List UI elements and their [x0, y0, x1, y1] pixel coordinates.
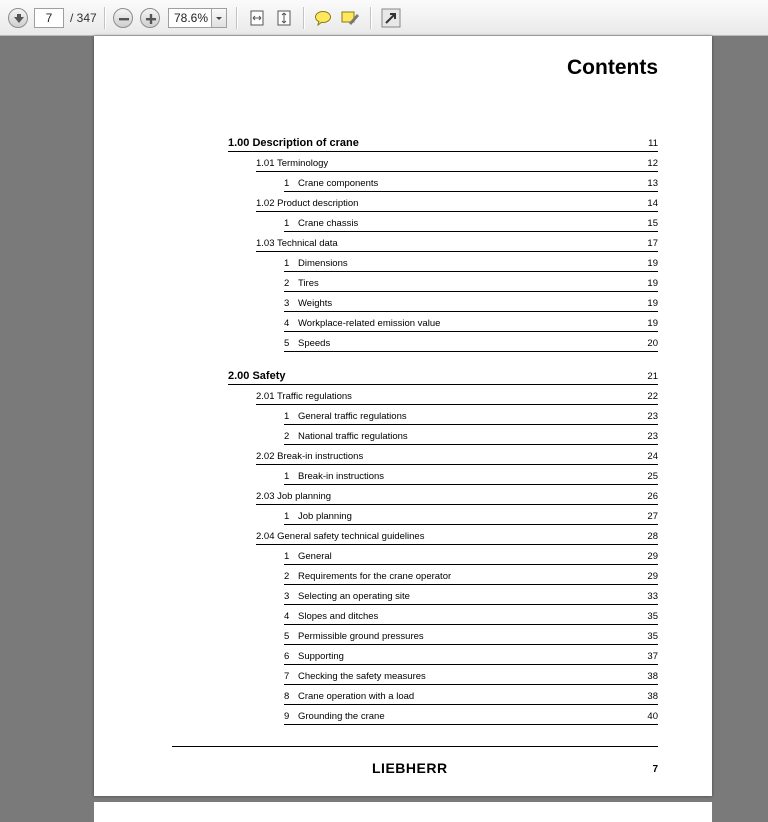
next-document-page [94, 802, 712, 822]
toc-entry-page: 35 [647, 631, 658, 642]
toc-entry-label [284, 711, 385, 722]
toc-entry[interactable] [228, 368, 658, 385]
toc-entry[interactable] [256, 528, 658, 545]
toc-entry-text: 1.00 Description of crane [228, 137, 359, 149]
toc-entry-number: 1 [284, 258, 290, 269]
toc-entry[interactable] [284, 668, 658, 685]
toc-entry-label [284, 411, 407, 422]
toc-entry-label [284, 278, 319, 289]
toc-entry-number: 4 [284, 318, 290, 329]
highlight-icon [340, 8, 360, 28]
toc-entry[interactable] [284, 688, 658, 705]
pdf-toolbar [0, 0, 768, 36]
toc-entry-label [284, 338, 330, 349]
toc-entry-number: 6 [284, 651, 290, 662]
toc-entry-label [284, 571, 451, 582]
toc-entry[interactable] [284, 315, 658, 332]
toc-entry-text: Crane operation with a load [298, 691, 415, 702]
toc-entry-page: 35 [647, 611, 658, 622]
toc-entry-number: 3 [284, 298, 290, 309]
toc-entry-page: 26 [647, 491, 658, 502]
toc-entry[interactable] [284, 648, 658, 665]
toc-entry-page: 28 [647, 531, 658, 542]
toc-entry-number: 1 [284, 471, 290, 482]
toc-entry-page: 13 [647, 178, 658, 189]
toc-entry[interactable] [284, 215, 658, 232]
toc-entry-page: 21 [647, 371, 658, 382]
toc-entry-label [284, 431, 408, 442]
toc-entry[interactable] [256, 155, 658, 172]
toc-entry-number: 9 [284, 711, 290, 722]
page-number: 7 [652, 764, 658, 775]
toc-entry[interactable] [256, 388, 658, 405]
toc-entry-label [284, 611, 378, 622]
toc-entry-page: 23 [647, 411, 658, 422]
toc-entry-text: Break-in instructions [298, 471, 385, 482]
toc-entry-text: Job planning [298, 511, 352, 522]
chevron-down-icon [212, 9, 226, 27]
toc-entry-number: 1 [284, 411, 290, 422]
next-page-icon [9, 9, 29, 29]
toc-entry-number: 1 [284, 551, 290, 562]
toc-entry-number: 8 [284, 691, 290, 702]
toc-entry-number: 2 [284, 431, 290, 442]
zoom-out-icon [114, 9, 134, 29]
toc-entry-text: Crane chassis [298, 218, 359, 229]
toc-entry-number: 1 [284, 511, 290, 522]
toc-entry-page: 22 [647, 391, 658, 402]
toc-entry-number: 2 [284, 278, 290, 289]
toc-entry-number: 5 [284, 338, 290, 349]
toc-entry[interactable] [284, 588, 658, 605]
toc-entry[interactable] [284, 175, 658, 192]
toc-entry[interactable] [284, 335, 658, 352]
toc-entry-page: 25 [647, 471, 658, 482]
page-title: Contents [567, 56, 658, 79]
toc-entry-page: 15 [647, 218, 658, 229]
toc-entry[interactable] [284, 255, 658, 272]
toc-entry[interactable] [284, 568, 658, 585]
toc-entry[interactable] [284, 708, 658, 725]
toc-entry[interactable] [256, 235, 658, 252]
zoom-dropdown-button[interactable] [211, 8, 227, 28]
zoom-out-button[interactable] [113, 8, 133, 28]
toc-entry-page: 12 [647, 158, 658, 169]
toc-entry-label [284, 671, 426, 682]
toc-entry-number: 2 [284, 571, 290, 582]
liebherr-logo: LIEBHERR [372, 760, 448, 776]
highlight-button[interactable] [340, 8, 360, 28]
toc-entry-label [284, 591, 410, 602]
toc-entry-text: Workplace-related emission value [298, 318, 441, 329]
toc-entry-label [256, 238, 338, 249]
toc-entry-text: Selecting an operating site [298, 591, 410, 602]
toc-entry-label [284, 318, 440, 329]
toc-entry-label [284, 511, 352, 522]
toc-entry[interactable] [284, 468, 658, 485]
toc-entry[interactable] [284, 275, 658, 292]
toolbar-divider [370, 7, 372, 29]
toc-entry-page: 17 [647, 238, 658, 249]
toc-entry-page: 33 [647, 591, 658, 602]
toc-entry-label [228, 370, 285, 382]
footer-divider [172, 746, 658, 747]
toc-entry-label [284, 218, 358, 229]
toc-entry-text: Requirements for the crane operator [298, 571, 452, 582]
toc-entry-page: 19 [647, 298, 658, 309]
toc-entry-label [284, 691, 414, 702]
fit-width-icon [247, 8, 267, 28]
toc-entry-text: Grounding the crane [298, 711, 385, 722]
toc-entry-text: 1.03 Technical data [256, 238, 338, 249]
page-number-input[interactable] [34, 8, 64, 28]
toc-entry-number: 7 [284, 671, 290, 682]
toolbar-divider [303, 7, 305, 29]
full-screen-button[interactable] [381, 8, 401, 28]
toc-entry-label [284, 551, 332, 562]
document-page [94, 36, 712, 796]
toc-entry-page: 40 [647, 711, 658, 722]
toc-entry-page: 19 [647, 258, 658, 269]
toc-entry-number: 3 [284, 591, 290, 602]
toc-entry-page: 14 [647, 198, 658, 209]
toc-entry-text: 2.04 General safety technical guidelines [256, 531, 425, 542]
toc-entry-number: 5 [284, 631, 290, 642]
toc-entry-text: Checking the safety measures [298, 671, 426, 682]
toc-entry-text: Supporting [298, 651, 344, 662]
page-count: / 347 [70, 11, 97, 25]
toc-entry-text: Dimensions [298, 258, 348, 269]
next-page-button[interactable] [8, 8, 28, 28]
comment-button[interactable] [313, 8, 333, 28]
toc-entry-label [256, 531, 424, 542]
toc-entry-page: 19 [647, 278, 658, 289]
zoom-in-button[interactable] [140, 8, 160, 28]
toc-entry-text: 1.02 Product description [256, 198, 359, 209]
toc-entry-text: Weights [298, 298, 333, 309]
toc-entry-page: 37 [647, 651, 658, 662]
toc-entry[interactable] [284, 408, 658, 425]
toc-entry-page: 29 [647, 571, 658, 582]
toc-entry-label [256, 391, 352, 402]
toc-entry-page: 24 [647, 451, 658, 462]
toc-entry-page: 23 [647, 431, 658, 442]
toc-entry-page: 19 [647, 318, 658, 329]
toc-entry-page: 20 [647, 338, 658, 349]
toc-entry-number: 4 [284, 611, 290, 622]
toc-entry[interactable] [256, 448, 658, 465]
toc-entry-text: General traffic regulations [298, 411, 407, 422]
toc-entry-text: 2.02 Break-in instructions [256, 451, 364, 462]
toc-entry-text: Speeds [298, 338, 331, 349]
toc-entry[interactable] [256, 488, 658, 505]
toc-entry-label [284, 298, 332, 309]
toc-entry-text: 2.00 Safety [228, 370, 286, 382]
toc-entry-label [284, 471, 384, 482]
toc-entry-page: 38 [647, 671, 658, 682]
toolbar-divider [236, 7, 238, 29]
toc-entry[interactable] [284, 508, 658, 525]
toc-entry-label [256, 451, 363, 462]
toc-entry-page: 38 [647, 691, 658, 702]
toc-entry-label [228, 137, 359, 149]
full-screen-icon [381, 8, 401, 28]
toc-entry-text: Permissible ground pressures [298, 631, 424, 642]
toc-entry[interactable] [284, 628, 658, 645]
toc-entry[interactable] [256, 195, 658, 212]
toc-entry-label [256, 158, 328, 169]
fit-page-button[interactable] [274, 8, 294, 28]
fit-width-button[interactable] [247, 8, 267, 28]
toc-entry-page: 29 [647, 551, 658, 562]
toc-entry-text: General [298, 551, 332, 562]
toc-entry-text: 1.01 Terminology [256, 158, 329, 169]
toc-entry-page: 27 [647, 511, 658, 522]
toc-entry-text: 2.01 Traffic regulations [256, 391, 352, 402]
toc-entry[interactable] [284, 548, 658, 565]
toc-entry-number: 1 [284, 218, 290, 229]
toc-entry-label [256, 198, 358, 209]
toolbar-divider [104, 7, 106, 29]
zoom-in-icon [141, 9, 161, 29]
zoom-level-field[interactable]: 78.6% [168, 8, 212, 28]
toc-entry[interactable] [228, 135, 658, 152]
toc-entry-label [256, 491, 331, 502]
toc-entry-page: 11 [648, 138, 658, 149]
toc-entry-text: Tires [298, 278, 319, 289]
toc-entry-label [284, 651, 344, 662]
toc-entry-label [284, 258, 348, 269]
toc-entry-label [284, 178, 378, 189]
toc-entry-text: National traffic regulations [298, 431, 408, 442]
toc-entry-text: Slopes and ditches [298, 611, 379, 622]
fit-page-icon [274, 8, 294, 28]
toc-entry-text: 2.03 Job planning [256, 491, 332, 502]
toc-entry[interactable] [284, 428, 658, 445]
comment-icon [313, 8, 333, 28]
toc-entry-number: 1 [284, 178, 290, 189]
toc-entry-text: Crane components [298, 178, 379, 189]
toc-entry[interactable] [284, 295, 658, 312]
toc-entry[interactable] [284, 608, 658, 625]
toc-entry-label [284, 631, 424, 642]
